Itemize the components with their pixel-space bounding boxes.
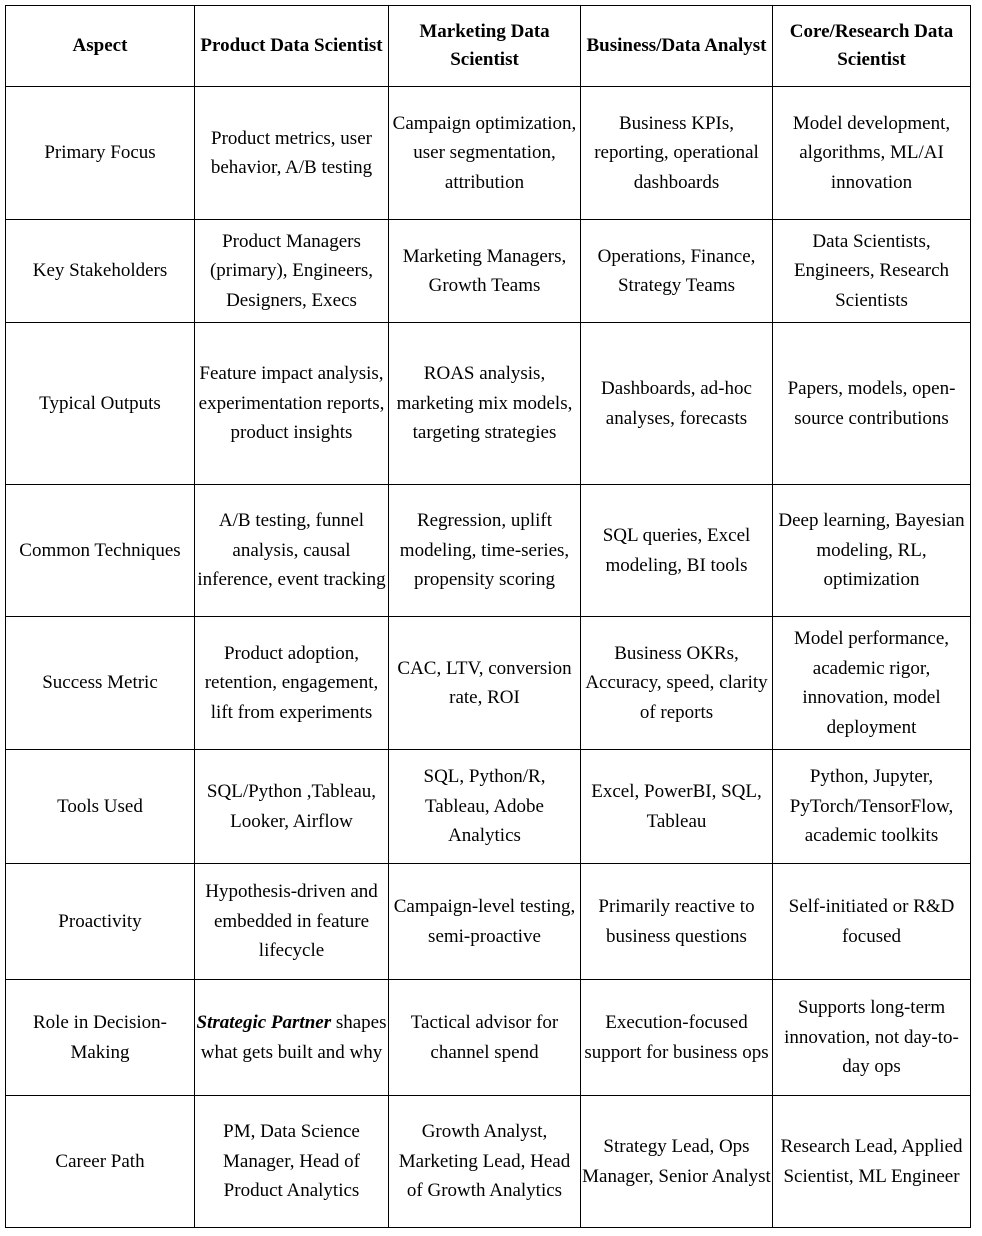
cell-product: A/B testing, funnel analysis, causal inference, event tracking — [195, 485, 389, 617]
cell-product: SQL/Python ,Tableau, Looker, Airflow — [195, 750, 389, 864]
cell-aspect: Common Techniques — [6, 485, 195, 617]
comparison-table — [5, 5, 971, 1228]
cell-aspect: Role in Decision-Making — [6, 980, 195, 1096]
strategic-partner-emphasis: Strategic Partner — [196, 1012, 332, 1033]
table-row — [6, 980, 971, 1096]
cell-aspect: Tools Used — [6, 750, 195, 864]
cell-marketing: SQL, Python/R, Tableau, Adobe Analytics — [389, 750, 581, 864]
table-row — [6, 220, 971, 323]
cell-analyst: Operations, Finance, Strategy Teams — [581, 220, 773, 323]
table-row — [6, 750, 971, 864]
table-row — [6, 864, 971, 980]
header-product-data-scientist: Product Data Scientist — [195, 6, 389, 87]
cell-product: PM, Data Science Manager, Head of Product Analytics — [195, 1096, 389, 1228]
cell-research: Deep learning, Bayesian modeling, RL, optimization — [773, 485, 971, 617]
cell-product: Product Managers (primary), Engineers, Designers, Execs — [195, 220, 389, 323]
cell-research: Papers, models, open-source contributions — [773, 323, 971, 485]
cell-aspect: Proactivity — [6, 864, 195, 980]
table-row — [6, 485, 971, 617]
cell-research: Supports long-term innovation, not day-to-day ops — [773, 980, 971, 1096]
cell-marketing: Campaign optimization, user segmentation, attribution — [389, 87, 581, 220]
cell-marketing: Marketing Managers, Growth Teams — [389, 220, 581, 323]
header-business-data-analyst: Business/Data Analyst — [581, 6, 773, 87]
cell-marketing: Growth Analyst, Marketing Lead, Head of Growth Analytics — [389, 1096, 581, 1228]
cell-marketing: ROAS analysis, marketing mix models, targeting strategies — [389, 323, 581, 485]
cell-analyst: SQL queries, Excel modeling, BI tools — [581, 485, 773, 617]
table-row — [6, 87, 971, 220]
header-aspect: Aspect — [6, 6, 195, 87]
cell-aspect: Primary Focus — [6, 87, 195, 220]
cell-analyst: Business KPIs, reporting, operational dashboards — [581, 87, 773, 220]
cell-product: Product metrics, user behavior, A/B testing — [195, 87, 389, 220]
table-row — [6, 323, 971, 485]
cell-research: Self-initiated or R&D focused — [773, 864, 971, 980]
cell-marketing: Regression, uplift modeling, time-series, propensity scoring — [389, 485, 581, 617]
header-row — [6, 6, 971, 87]
header-core-research-data-scientist: Core/Research Data Scientist — [773, 6, 971, 87]
cell-research: Model development, algorithms, ML/AI innovation — [773, 87, 971, 220]
cell-marketing: Tactical advisor for channel spend — [389, 980, 581, 1096]
cell-research: Python, Jupyter, PyTorch/TensorFlow, academic toolkits — [773, 750, 971, 864]
cell-aspect: Key Stakeholders — [6, 220, 195, 323]
cell-analyst: Business OKRs, Accuracy, speed, clarity of reports — [581, 617, 773, 750]
cell-aspect: Success Metric — [6, 617, 195, 750]
cell-marketing: Campaign-level testing, semi-proactive — [389, 864, 581, 980]
cell-research: Research Lead, Applied Scientist, ML Engineer — [773, 1096, 971, 1228]
table-row — [6, 617, 971, 750]
cell-aspect: Typical Outputs — [6, 323, 195, 485]
cell-product: Hypothesis-driven and embedded in feature lifecycle — [195, 864, 389, 980]
cell-product — [195, 980, 389, 1096]
cell-marketing: CAC, LTV, conversion rate, ROI — [389, 617, 581, 750]
cell-analyst: Dashboards, ad-hoc analyses, forecasts — [581, 323, 773, 485]
cell-product-text: shapes what gets built and why — [200, 1012, 387, 1063]
cell-analyst: Excel, PowerBI, SQL, Tableau — [581, 750, 773, 864]
cell-analyst: Strategy Lead, Ops Manager, Senior Analyst — [581, 1096, 773, 1228]
cell-analyst: Primarily reactive to business questions — [581, 864, 773, 980]
cell-product: Feature impact analysis, experimentation reports, product insights — [195, 323, 389, 485]
cell-product: Product adoption, retention, engagement, lift from experiments — [195, 617, 389, 750]
cell-aspect: Career Path — [6, 1096, 195, 1228]
cell-analyst: Execution-focused support for business ops — [581, 980, 773, 1096]
cell-research: Model performance, academic rigor, innovation, model deployment — [773, 617, 971, 750]
cell-research: Data Scientists, Engineers, Research Scientists — [773, 220, 971, 323]
table-row — [6, 1096, 971, 1228]
header-marketing-data-scientist: Marketing Data Scientist — [389, 6, 581, 87]
